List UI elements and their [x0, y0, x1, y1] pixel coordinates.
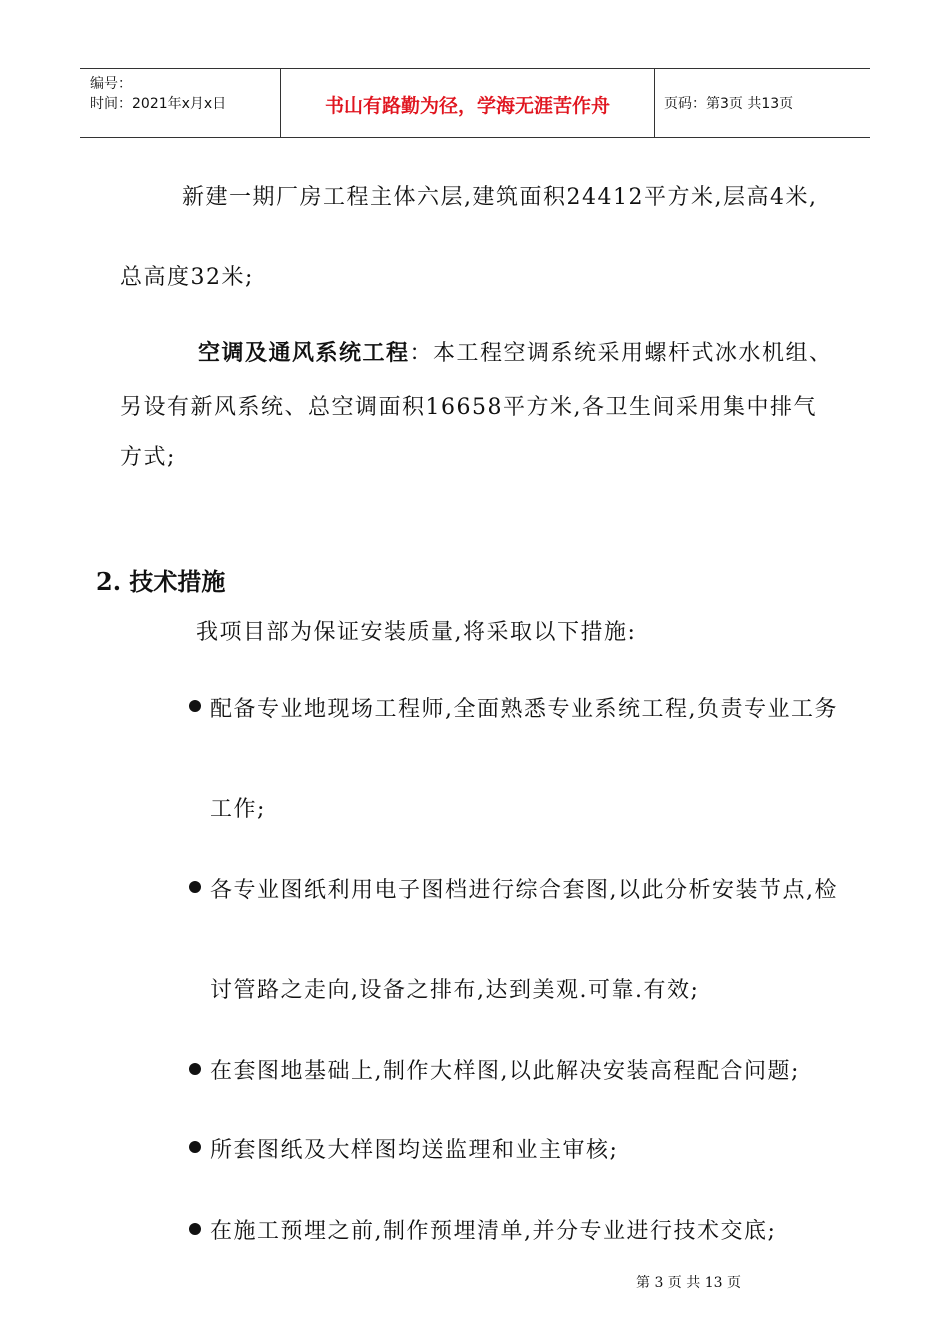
motto-text: 书山有路勤为径，学海无涯苦作舟 — [324, 95, 610, 117]
page-header — [80, 68, 870, 138]
bullet-icon — [189, 1141, 201, 1153]
bullet-2-line-2: 讨管路之走向,设备之排布,达到美观.可靠.有效; — [210, 978, 700, 1003]
section-heading: 2. 技术措施 — [96, 567, 226, 596]
header-left-cell — [80, 69, 280, 137]
bullet-icon — [189, 1223, 201, 1235]
overview-line-2: 总高度32米; — [120, 265, 254, 290]
section-intro: 我项目部为保证安装质量,将采取以下措施: — [196, 620, 637, 645]
page-info: 页码：第3页 共13页 — [664, 96, 794, 112]
bullet-icon — [189, 1063, 201, 1075]
page-footer: 第 3 页 共 13 页 — [636, 1275, 741, 1291]
bullet-1-line-2: 工作; — [210, 797, 266, 822]
header-right-cell — [654, 69, 870, 137]
bullet-2-line-1: 各专业图纸利用电子图档进行综合套图,以此分析安装节点,检 — [210, 878, 838, 903]
bullet-icon — [189, 700, 201, 712]
hvac-line-1 — [198, 336, 833, 367]
number-label: 编号： — [90, 76, 132, 92]
hvac-title: 空调及通风系统工程 — [198, 340, 410, 366]
hvac-line-2: 另设有新风系统、总空调面积16658平方米,各卫生间采用集中排气 — [120, 395, 817, 420]
hvac-line-3: 方式; — [120, 445, 176, 470]
hvac-line-1-rest: ：本工程空调系统采用螺杆式冰水机组、 — [409, 341, 833, 366]
bullet-4-line-1: 所套图纸及大样图均送监理和业主审核; — [210, 1138, 619, 1163]
time-label: 时间：2021年x月x日 — [90, 96, 227, 112]
bullet-1-line-1: 配备专业地现场工程师,全面熟悉专业系统工程,负责专业工务 — [210, 697, 838, 722]
bullet-3-line-1: 在套图地基础上,制作大样图,以此解决安装高程配合问题; — [210, 1059, 800, 1084]
bullet-icon — [189, 881, 201, 893]
overview-line-1: 新建一期厂房工程主体六层,建筑面积24412平方米,层高4米, — [182, 185, 818, 210]
bullet-5-line-1: 在施工预埋之前,制作预埋清单,并分专业进行技术交底; — [210, 1219, 777, 1244]
header-motto-cell — [280, 69, 655, 137]
